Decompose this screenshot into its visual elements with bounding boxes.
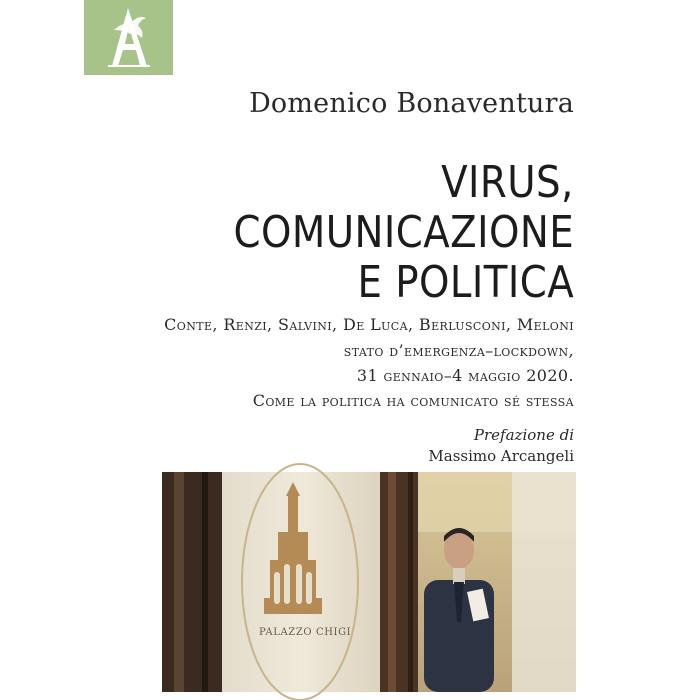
title-line-1: VIRUS, <box>441 157 574 208</box>
preface-label: Prefazione di <box>473 426 574 444</box>
subtitle-line-1: Conte, Renzi, Salvini, De Luca, Berlusconi, Meloni <box>164 315 574 334</box>
title-line-3: E POLITICA <box>357 257 574 308</box>
publisher-logo-icon <box>84 0 173 75</box>
preface-author: Massimo Arcangeli <box>428 447 574 465</box>
author-name: Domenico Bonaventura <box>249 88 574 119</box>
photo-sign-text: PALAZZO CHIGI <box>259 627 352 638</box>
title-line-2: COMUNICAZIONE <box>233 207 574 258</box>
subtitle-line-4: Come la politica ha comunicato sé stessa <box>252 391 574 410</box>
subtitle-line-3: 31 gennaio–4 maggio 2020. <box>356 366 574 385</box>
cover-photo <box>162 472 576 692</box>
subtitle-line-2: stato d’emergenza–lockdown, <box>343 341 574 360</box>
